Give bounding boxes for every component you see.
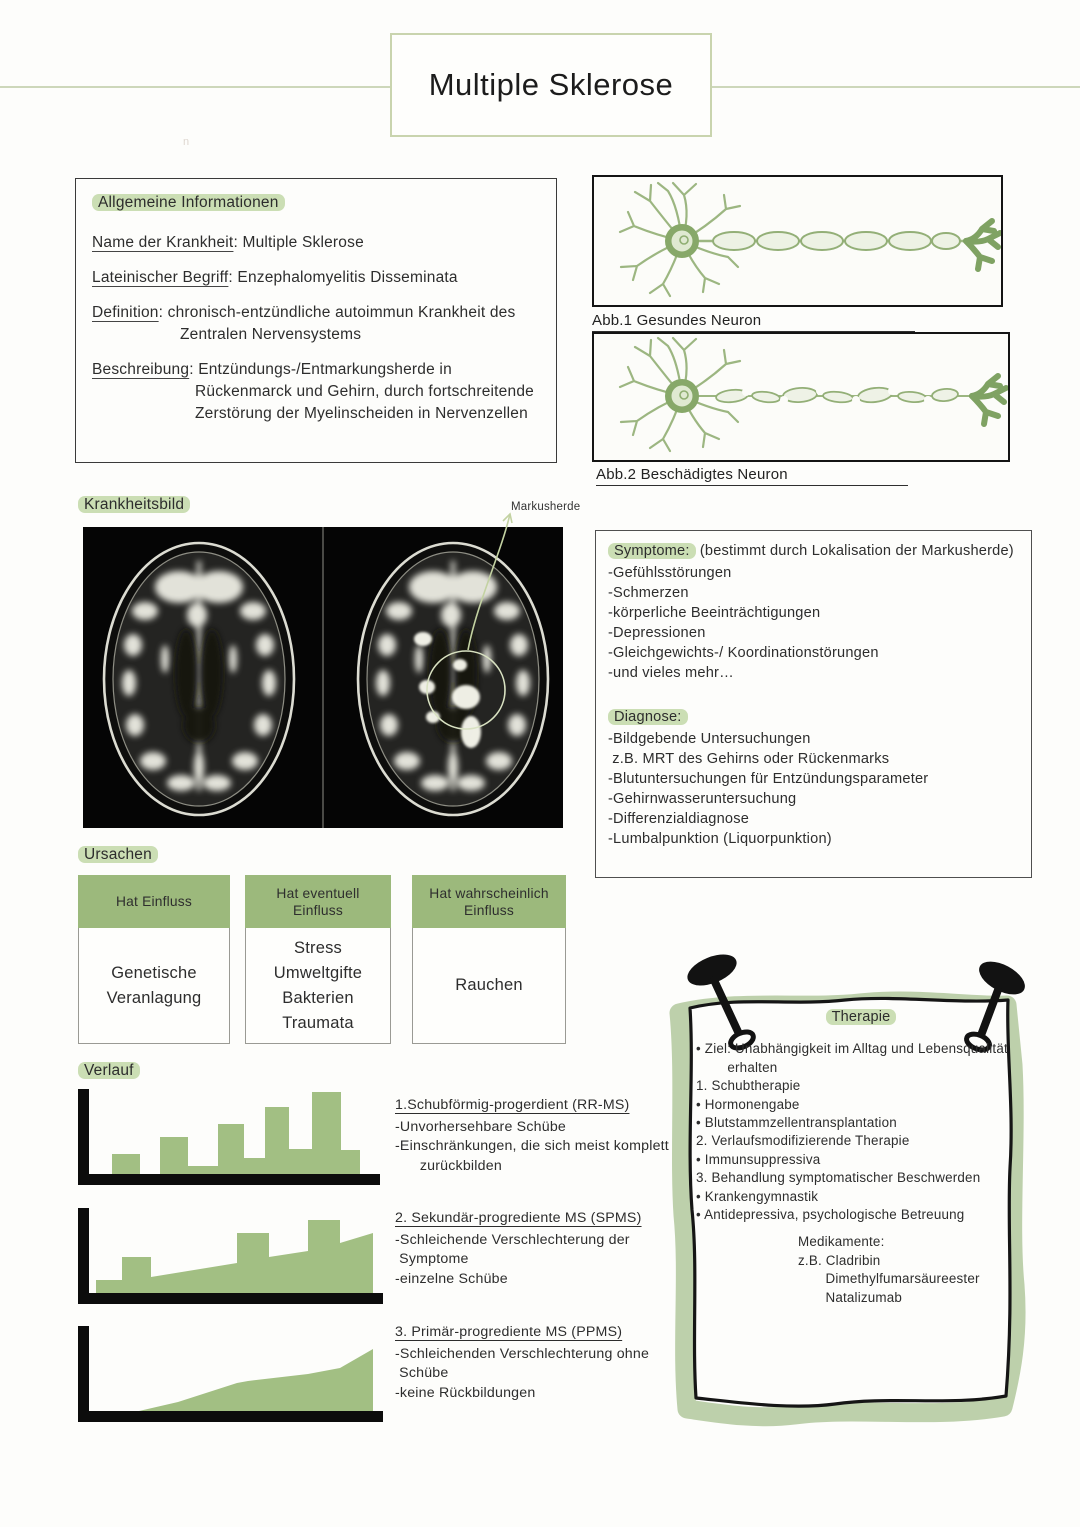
verlauf-type-3: 3. Primär-progrediente MS (PPMS) -Schleichenden Verschlechterung ohne Schübe -keine Rückbildungen [395, 1323, 687, 1403]
diagnose-item: -Blutuntersuchungen für Entzündungsparameter [608, 771, 929, 787]
page-title: Multiple Sklerose [428, 67, 674, 102]
therapie-line: • Hormonengabe [696, 1096, 800, 1112]
therapie-content [696, 1008, 1026, 1307]
cause-card-header: Hat wahrscheinlich Einfluss [412, 875, 566, 928]
cause-item: Rauchen [455, 976, 523, 994]
stray-pencil-mark: n [183, 136, 190, 148]
diagnose-list [608, 729, 1019, 849]
symptom-item: -und vieles mehr… [608, 665, 734, 681]
therapie-line: • Ziel: Unabhängigkeit im Alltag und Lebensqualität [696, 1041, 1008, 1057]
symptom-item: -Depressionen [608, 625, 706, 641]
therapie-list [696, 1040, 1026, 1224]
symptome-heading: Symptome: (bestimmt durch Lokalisation der Markusherde) [608, 541, 1019, 561]
therapie-line: • Immunsuppressiva [696, 1151, 821, 1167]
verlauf-type-1: 1.Schubförmig-progerdient (RR-MS) -Unvorhersehbare Schübe -Einschränkungen, die sich meist komplett zurückbilden [395, 1096, 687, 1176]
continuation-line: Zerstörung der Myelinscheiden in Nervenzellen [195, 405, 528, 422]
verlauf-heading: Verlauf [78, 1062, 140, 1080]
therapie-line: erhalten [696, 1059, 778, 1075]
symptome-diagnose-box [595, 530, 1032, 878]
cause-card-influence [78, 875, 230, 1044]
header-rule-right [708, 86, 1080, 88]
healthy-neuron-illustration [594, 177, 1001, 304]
chart-rrms [78, 1089, 383, 1185]
chart-spms [78, 1208, 383, 1304]
figure-damaged-neuron [592, 332, 1010, 462]
symptome-list [608, 563, 1019, 683]
brain-mri-image [83, 527, 563, 828]
cause-card-body [412, 928, 566, 1044]
verlauf-type-2: 2. Sekundär-progrediente MS (SPMS) -Schleichende Verschlechterung der Symptome -einzelne Schübe [395, 1209, 687, 1289]
cause-card-body [245, 928, 391, 1044]
verlauf-line: Schübe [395, 1365, 449, 1381]
symptom-item: -Gleichgewichts-/ Koordinationstörungen [608, 645, 879, 661]
general-info-heading: Allgemeine Informationen [92, 192, 540, 214]
diagnose-item: -Differenzialdiagnose [608, 811, 750, 827]
medikament-line: z.B. Cladribin [798, 1252, 881, 1268]
medikament-line: Dimethylfumarsäureester [798, 1271, 980, 1287]
diagnose-item: -Lumbalpunktion (Liquorpunktion) [608, 831, 832, 847]
brain-mri-illustration [83, 527, 563, 828]
diagnose-item: z.B. MRT des Gehirns oder Rückenmarks [608, 751, 890, 767]
cause-item: Veranlagung [106, 988, 202, 1007]
therapie-line: 3. Behandlung symptomatischer Beschwerden [696, 1170, 981, 1186]
therapie-line: 2. Verlaufsmodifizierende Therapie [696, 1133, 910, 1149]
therapie-note [650, 938, 1060, 1443]
therapie-heading: Therapie [696, 1008, 1026, 1026]
figure2-caption: Abb.2 Beschädigtes Neuron [596, 466, 908, 486]
krankheitsbild-heading: Krankheitsbild [78, 496, 190, 514]
info-row-latin: Lateinischer Begriff: Enzephalomyelitis Disseminata [92, 269, 458, 286]
cause-card-body [78, 928, 230, 1044]
general-info-box [75, 178, 557, 463]
symptom-item: -körperliche Beeinträchtigungen [608, 605, 821, 621]
cause-item: Stress [294, 938, 342, 957]
cause-item: Traumata [282, 1013, 354, 1032]
cause-card-likely-influence [412, 875, 566, 1044]
verlauf-line: zurückbilden [395, 1157, 502, 1174]
symptom-item: -Gefühlsstörungen [608, 565, 732, 581]
verlauf-line: -einzelne Schübe [395, 1270, 508, 1287]
chart-ppms [78, 1326, 383, 1422]
diagnose-heading: Diagnose: [608, 707, 1019, 727]
cause-card-maybe-influence [245, 875, 391, 1044]
cause-card-header: Hat eventuell Einfluss [245, 875, 391, 928]
cause-item: Genetische [111, 963, 197, 982]
cause-item: Bakterien [282, 988, 354, 1007]
ursachen-heading: Ursachen [78, 846, 158, 864]
medikament-line: Medikamente: [798, 1234, 885, 1250]
continuation-line: Zentralen Nervensystems [180, 326, 362, 343]
therapie-line: 1. Schubtherapie [696, 1078, 801, 1094]
damaged-neuron-illustration [594, 334, 1008, 459]
verlauf-line: -Einschränkungen, die sich meist komplett [395, 1138, 669, 1154]
symptom-item: -Schmerzen [608, 585, 689, 601]
verlauf-line: -Schleichenden Verschlechterung ohne [395, 1345, 650, 1362]
verlauf-line: -Schleichende Verschlechterung der [395, 1231, 630, 1248]
verlauf-line: -Unvorhersehbare Schübe [395, 1118, 567, 1135]
header-rule-left [0, 86, 390, 88]
diagnose-item: -Bildgebende Untersuchungen [608, 731, 811, 747]
page-title-box [390, 33, 712, 137]
continuation-line: Rückenmarck und Gehirn, durch fortschreitende [195, 383, 534, 400]
cause-item: Umweltgifte [273, 963, 363, 982]
figure1-caption: Abb.1 Gesundes Neuron [592, 312, 915, 332]
therapie-line: • Krankengymnastik [696, 1188, 819, 1204]
diagnose-item: -Gehirnwasseruntersuchung [608, 791, 797, 807]
medikament-line: Natalizumab [798, 1289, 903, 1305]
figure-healthy-neuron [592, 175, 1003, 307]
info-row-definition: Definition: chronisch-entzündliche autoimmun Krankheit des Zentralen Nervensystems [92, 302, 540, 346]
therapie-line: • Blutstammzellentransplantation [696, 1115, 897, 1131]
info-row-name: Name der Krankheit: Multiple Sklerose [92, 234, 364, 251]
markusherde-annotation-label: Markusherde [511, 501, 581, 513]
cause-card-header: Hat Einfluss [78, 875, 230, 928]
therapie-line: • Antidepressiva, psychologische Betreuung [696, 1207, 965, 1223]
medikamente-block [798, 1233, 1026, 1307]
verlauf-line: Symptome [395, 1251, 469, 1267]
verlauf-line: -keine Rückbildungen [395, 1384, 536, 1401]
info-row-description: Beschreibung: Entzündungs-/Entmarkungsherde in Rückenmarck und Gehirn, durch fortschreitende Zerstörung der Myelinscheiden in Nervenzellen [92, 359, 540, 425]
